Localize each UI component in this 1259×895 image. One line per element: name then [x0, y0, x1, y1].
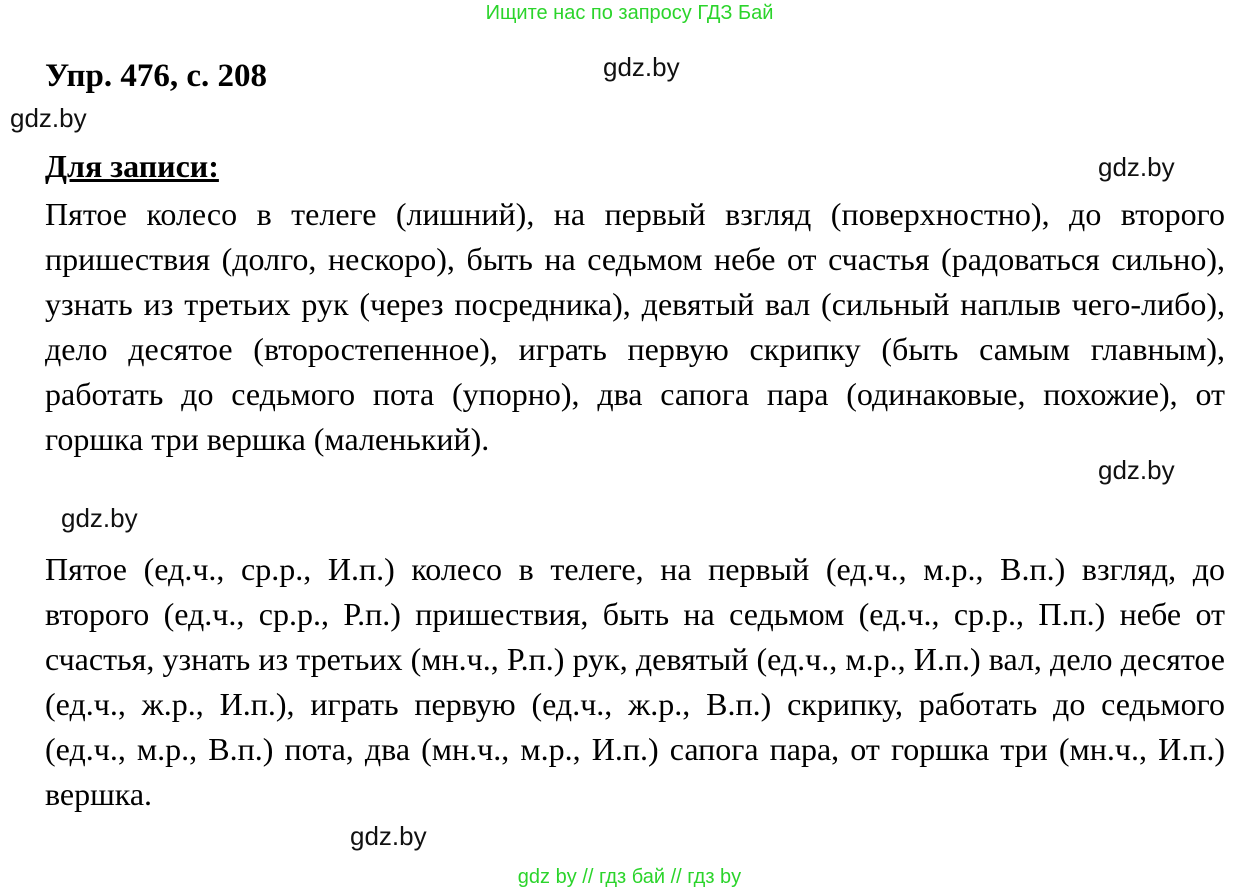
section-heading: Для записи:: [45, 148, 219, 184]
watermark: gdz.by: [350, 821, 427, 851]
search-banner: Ищите нас по запросу ГДЗ Бай: [485, 2, 774, 24]
watermark: gdz.by: [61, 503, 138, 533]
exercise-title: Упр. 476, с. 208: [45, 58, 268, 94]
analysis-paragraph: Пятое (ед.ч., ср.р., И.п.) колесо в телеге, на первый (ед.ч., м.р., В.п.) взгляд, до второго (ед.ч., ср.р., Р.п.) пришествия, быть на седьмом (ед.ч., ср.р., П.п.) небе от счастья, узнать из третьих (мн.ч., Р.п.) рук, девятый (ед.ч., м.р., И.п.) вал, дело десятое (ед.ч., ж.р., И.п.), играть первую (ед.ч., ж.р., В.п.) скрипку, работать до седьмого (ед.ч., м.р., В.п.) пота, два (мн.ч., м.р., И.п.) сапога пара, от горшка три (мн.ч., И.п.) вершка.: [45, 551, 1225, 812]
watermark: gdz.by: [1098, 152, 1175, 182]
phrases-paragraph: Пятое колесо в телеге (лишний), на первый взгляд (поверхностно), до второго пришествия (долго, нескоро), быть на седьмом небе от счастья (радоваться сильно), узнать из третьих рук (через посредника), девятый вал (сильный наплыв чего-либо), дело десятое (второстепенное), играть первую скрипку (быть самым главным), работать до седьмого пота (упорно), два сапога пара (одинаковые, похожие), от горшка три вершка (маленький).: [45, 196, 1225, 457]
watermark: gdz.by: [603, 52, 680, 82]
footer-links: gdz by // гдз бай // гдз by: [517, 866, 742, 888]
watermark: gdz.by: [1098, 455, 1175, 485]
watermark: gdz.by: [10, 103, 87, 133]
